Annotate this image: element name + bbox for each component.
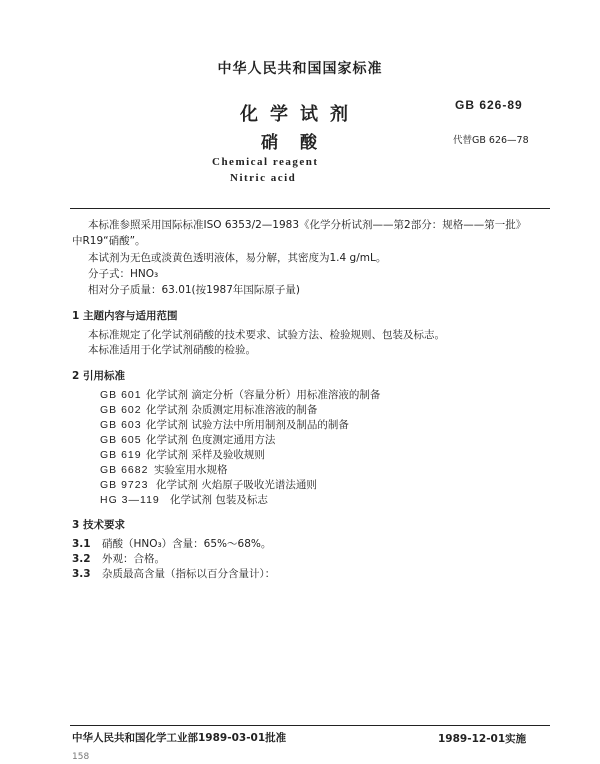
reference-code: GB 9723 — [100, 479, 149, 491]
reference-title: 化学试剂 包装及标志 — [170, 494, 268, 506]
section-1-paragraph-1: 本标准规定了化学试剂硝酸的技术要求、试验方法、检验规则、包装及标志。 — [88, 329, 445, 341]
reference-code: HG 3—119 — [100, 494, 160, 506]
bottom-divider — [70, 725, 550, 726]
page-number: 158 — [72, 752, 90, 762]
requirement-text: 杂质最高含量（指标以百分含量计）： — [101, 568, 276, 580]
intro-line-3: 本试剂为无色或淡黄色透明液体，易分解，其密度为1.4 g/mL。 — [88, 252, 387, 264]
section-2-heading: 2 引用标准 — [72, 370, 125, 382]
intro-line-4: 分子式：HNO₃ — [88, 268, 159, 280]
reference-title: 化学试剂 试验方法中所用制剂及制品的制备 — [146, 419, 349, 431]
replaces-standard: 代替GB 626—78 — [453, 135, 529, 146]
reference-title: 化学试剂 色度测定通用方法 — [146, 434, 276, 446]
section-1-paragraph-2: 本标准适用于化学试剂硝酸的检验。 — [88, 344, 256, 356]
reference-title: 化学试剂 滴定分析（容量分析）用标准溶液的制备 — [146, 389, 381, 401]
section-3-heading: 3 技术要求 — [72, 519, 125, 531]
reference-title: 化学试剂 杂质测定用标准溶液的制备 — [146, 404, 318, 416]
requirement-text: 外观：合格。 — [101, 553, 165, 565]
requirement-text: 硝酸（HNO₃）含量：65%～68%。 — [101, 538, 272, 550]
reference-code: GB 605 — [100, 434, 142, 446]
reference-code: GB 602 — [100, 404, 142, 416]
requirement-item — [72, 552, 165, 567]
reference-title: 实验室用水规格 — [154, 464, 228, 476]
org-title: 中华人民共和国国家标准 — [217, 61, 383, 77]
reference-title: 化学试剂 火焰原子吸收光谱法通则 — [156, 479, 317, 491]
reference-title: 化学试剂 采样及验收规则 — [146, 449, 265, 461]
requirement-item — [72, 567, 275, 582]
reference-code: GB 619 — [100, 449, 142, 461]
requirement-item — [72, 537, 271, 552]
reference-code: GB 6682 — [100, 464, 149, 476]
standard-code: GB 626-89 — [455, 98, 523, 112]
reference-code: GB 603 — [100, 419, 142, 431]
section-1-heading: 1 主题内容与适用范围 — [72, 310, 178, 322]
requirement-number: 3.1 — [72, 538, 91, 550]
intro-line-1: 本标准参照采用国际标准ISO 6353/2—1983《化学分析试剂——第2部分：规格——第一批》 — [88, 219, 527, 231]
english-subtitle: Nitric acid — [230, 172, 297, 184]
reference-code: GB 601 — [100, 389, 142, 401]
requirement-number: 3.3 — [72, 568, 91, 580]
document-subtitle: 硝酸 — [261, 133, 339, 153]
approval-line: 中华人民共和国化学工业部1989-03-01批准 — [72, 732, 287, 744]
intro-line-5: 相对分子质量：63.01(按1987年国际原子量) — [88, 284, 300, 296]
effective-date: 1989-12-01实施 — [438, 733, 527, 745]
document-title: 化学试剂 — [240, 104, 360, 125]
requirement-number: 3.2 — [72, 553, 91, 565]
intro-line-2: 中R19“硝酸”。 — [72, 235, 146, 247]
top-divider — [70, 208, 550, 209]
english-title: Chemical reagent — [212, 156, 319, 168]
